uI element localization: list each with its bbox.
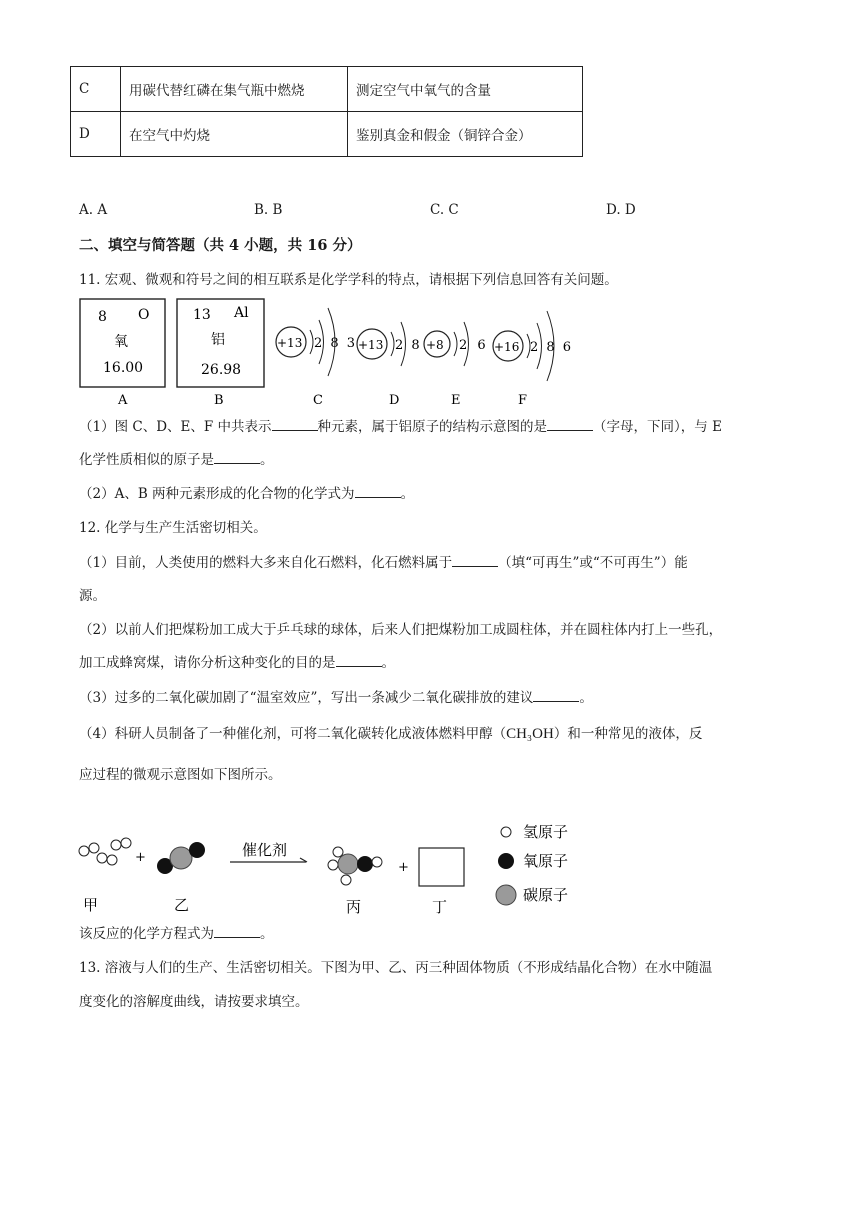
plus-sign: + [398, 860, 409, 875]
atom-diagram-c [276, 308, 357, 408]
question-12-part-4-cont: 应过程的微观示意图如下图所示。 [79, 767, 282, 783]
unknown-product-box [419, 848, 464, 886]
answer-blank[interactable] [214, 451, 260, 464]
answer-blank[interactable] [452, 554, 498, 567]
card-name: 氧 [114, 334, 128, 350]
section-title: 二、填空与简答题（共 4 小题，共 16 分） [79, 237, 362, 254]
label-yi: 乙 [174, 896, 190, 914]
question-12-part-2-cont: 加工成蜂窝煤，请你分析这种变化的目的是 。 [79, 655, 395, 671]
question-12-part-1-cont: 源。 [79, 588, 106, 604]
figure-label: B [214, 393, 224, 408]
shell-electrons: 2 8 6 [530, 340, 574, 355]
question-13-stem: 13. 溶液与人们的生产、生活密切相关。下图为甲、乙、丙三种固体物质（不形成结晶化合物）在水中随温 [79, 960, 713, 976]
figure-label: A [118, 393, 128, 408]
label-jia: 甲 [83, 896, 99, 914]
atom-diagram-e [424, 322, 489, 408]
shell-electrons: 2 6 [459, 338, 489, 353]
row-method: 用碳代替红磷在集气瓶中燃烧 [121, 67, 348, 112]
question-12-part-3: （3）过多的二氧化碳加剧了“温室效应”，写出一条减少二氧化碳排放的建议 。 [79, 690, 593, 706]
legend-carbon: 碳原子 [523, 886, 569, 904]
legend [496, 823, 568, 905]
card-mass: 16.00 [103, 360, 144, 376]
molecule-methanol [328, 847, 382, 885]
answer-option-a: A. A [79, 202, 108, 218]
figure-label: C [313, 393, 323, 408]
nucleus-charge: +16 [494, 340, 520, 354]
table-row [71, 112, 583, 157]
row-method: 在空气中灼烧 [121, 112, 348, 157]
molecule-hydrogen [79, 838, 131, 865]
question-12-stem: 12. 化学与生产生活密切相关。 [79, 520, 267, 536]
catalyst-label: 催化剂 [242, 841, 288, 859]
oxygen-atom-icon [498, 853, 514, 869]
answer-blank[interactable] [355, 485, 401, 498]
answer-blank[interactable] [214, 925, 260, 938]
figure-label: F [518, 393, 528, 408]
options-table [70, 66, 583, 157]
question-11-part-2: （2）A、B 两种元素形成的化合物的化学式为 。 [79, 486, 415, 502]
question-13-stem-cont: 度变化的溶解度曲线，请按要求填空。 [79, 994, 309, 1010]
legend-oxygen: 氧原子 [523, 852, 569, 870]
card-symbol: Al [234, 305, 249, 321]
question-11-stem: 11. 宏观、微观和符号之间的相互联系是化学学科的特点，请根据下列信息回答有关问题。 [79, 272, 618, 288]
row-purpose: 测定空气中氧气的含量 [348, 67, 583, 112]
carbon-atom-icon [496, 885, 516, 905]
question-12-equation: 该反应的化学方程式为 。 [79, 926, 274, 942]
question-12-part-4: （4）科研人员制备了一种催化剂，可将二氧化碳转化成液体燃料甲醇（CH₃OH）和一种常见的液体，反 [79, 726, 703, 742]
answer-blank[interactable] [533, 689, 579, 702]
row-label: C [71, 67, 121, 112]
atom-diagram-f [493, 311, 573, 408]
label-ding: 丁 [432, 898, 448, 916]
row-label: D [71, 112, 121, 157]
shell-electrons: 2 8 3 [314, 336, 358, 351]
element-card-aluminum [177, 299, 264, 408]
card-mass: 26.98 [201, 362, 242, 378]
question-12-part-1: （1）目前，人类使用的燃料大多来自化石燃料，化石燃料属于 （填“可再生”或“不可再生”）能 [79, 555, 688, 571]
hydrogen-atom-icon [501, 827, 511, 837]
card-name: 铝 [211, 332, 225, 348]
table-row [71, 67, 583, 112]
nucleus-charge: +8 [426, 338, 444, 352]
shell-electrons: 2 8 [395, 338, 422, 353]
question-12-part-2: （2）以前人们把煤粉加工成大于乒乓球的球体，后来人们把煤粉加工成圆柱体，并在圆柱体内打上一些孔， [79, 622, 723, 638]
plus-sign: + [135, 850, 146, 865]
methanol-formula: CH₃OH [506, 726, 554, 742]
answer-option-b: B. B [254, 202, 283, 218]
molecule-carbon-dioxide [157, 842, 205, 874]
answer-blank[interactable] [272, 418, 318, 431]
card-symbol: O [138, 307, 150, 323]
question-11-part-1-cont: 化学性质相似的原子是 。 [79, 452, 274, 468]
reaction-arrow [230, 841, 307, 862]
legend-hydrogen: 氢原子 [523, 823, 569, 841]
nucleus-charge: +13 [277, 336, 303, 350]
nucleus-charge: +13 [358, 338, 384, 352]
question-11-part-1: （1）图 C、D、E、F 中共表示 种元素，属于铝原子的结构示意图的是 （字母，下同），与 E [79, 419, 722, 435]
answer-option-d: D. D [606, 202, 636, 218]
row-purpose: 鉴别真金和假金（铜锌合金） [348, 112, 583, 157]
atom-diagram-d [357, 322, 422, 408]
figure-label: D [389, 393, 400, 408]
answer-option-c: C. C [430, 202, 459, 218]
element-card-oxygen [80, 299, 165, 408]
answer-blank[interactable] [547, 418, 593, 431]
figure-label: E [451, 393, 461, 408]
label-bing: 丙 [346, 898, 362, 916]
atom-structure-figure [76, 294, 616, 410]
answer-blank[interactable] [336, 654, 382, 667]
card-number: 13 [193, 307, 211, 323]
card-number: 8 [98, 309, 107, 325]
reaction-micro-diagram [74, 818, 614, 918]
